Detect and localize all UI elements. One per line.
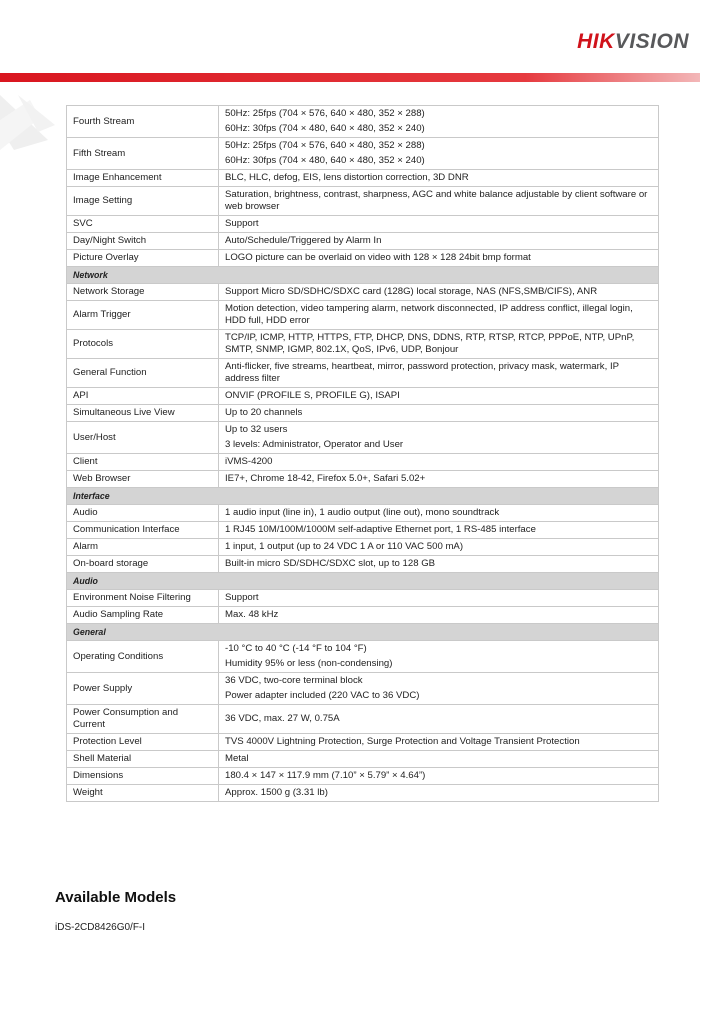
header-red-band: [0, 73, 700, 82]
spec-value-line: ONVIF (PROFILE S, PROFILE G), ISAPI: [225, 390, 400, 401]
spec-label: Environment Noise Filtering: [67, 590, 219, 607]
spec-label: Audio Sampling Rate: [67, 607, 219, 624]
spec-value: [219, 359, 659, 388]
spec-row: [67, 330, 659, 359]
spec-value-line: Metal: [225, 753, 249, 764]
spec-label: Image Setting: [67, 187, 219, 216]
spec-value: [219, 187, 659, 216]
spec-value-line: 60Hz: 30fps (704 × 480, 640 × 480, 352 × 240): [225, 123, 425, 134]
spec-value-line: iVMS-4200: [225, 456, 273, 467]
spec-label: Alarm Trigger: [67, 301, 219, 330]
section-title: Audio: [67, 573, 659, 590]
spec-label: User/Host: [67, 422, 219, 454]
spec-value: [219, 768, 659, 785]
spec-value-line: 60Hz: 30fps (704 × 480, 640 × 480, 352 × 240): [225, 155, 425, 166]
spec-row: [67, 388, 659, 405]
spec-value: [219, 301, 659, 330]
spec-value: [219, 454, 659, 471]
spec-row: [67, 250, 659, 267]
spec-value-line: 50Hz: 25fps (704 × 576, 640 × 480, 352 × 288): [225, 108, 425, 119]
spec-row: [67, 590, 659, 607]
spec-value-line: Built-in micro SD/SDHC/SDXC slot, up to 128 GB: [225, 558, 436, 569]
spec-value: [219, 590, 659, 607]
spec-value-line: Max. 48 kHz: [225, 609, 279, 620]
spec-label: Image Enhancement: [67, 170, 219, 187]
spec-row: [67, 673, 659, 705]
spec-value-line: 36 VDC, max. 27 W, 0.75A: [225, 713, 340, 724]
spec-value: [219, 505, 659, 522]
spec-row: [67, 106, 659, 138]
spec-value-line: Support Micro SD/SDHC/SDXC card (128G) local storage, NAS (NFS,SMB/CIFS), ANR: [225, 286, 598, 297]
spec-row: [67, 734, 659, 751]
spec-value: [219, 556, 659, 573]
spec-value: [219, 216, 659, 233]
spec-row: [67, 785, 659, 802]
spec-value: [219, 471, 659, 488]
hikvision-logo: HIKVISION: [577, 30, 689, 53]
spec-value: [219, 785, 659, 802]
spec-value-line: Support: [225, 218, 259, 229]
spec-row: [67, 187, 659, 216]
spec-value: [219, 388, 659, 405]
spec-row: [67, 301, 659, 330]
spec-row: [67, 216, 659, 233]
section-header-interface: [67, 488, 659, 505]
section-title: Network: [67, 267, 659, 284]
spec-label: Web Browser: [67, 471, 219, 488]
spec-row: [67, 556, 659, 573]
spec-label: General Function: [67, 359, 219, 388]
spec-value-line: Anti-flicker, five streams, heartbeat, mirror, password protection, privacy mask, watermark, IP address filter: [225, 361, 619, 384]
spec-value-line: LOGO picture can be overlaid on video with 128 × 128 24bit bmp format: [225, 252, 531, 263]
spec-value: [219, 673, 659, 705]
section-title: General: [67, 624, 659, 641]
spec-row: [67, 405, 659, 422]
spec-value: [219, 539, 659, 556]
spec-value-line: IE7+, Chrome 18-42, Firefox 5.0+, Safari 5.02+: [225, 473, 426, 484]
spec-value-line: Auto/Schedule/Triggered by Alarm In: [225, 235, 382, 246]
spec-label: API: [67, 388, 219, 405]
spec-label: Fifth Stream: [67, 138, 219, 170]
spec-row: [67, 641, 659, 673]
spec-value-line: TVS 4000V Lightning Protection, Surge Protection and Voltage Transient Protection: [225, 736, 580, 747]
spec-value-line: -10 °C to 40 °C (-14 °F to 104 °F): [225, 643, 367, 654]
section-header-network: [67, 267, 659, 284]
spec-value-line: 1 audio input (line in), 1 audio output (line out), mono soundtrack: [225, 507, 500, 518]
spec-value: [219, 705, 659, 734]
spec-value: [219, 330, 659, 359]
spec-table: [66, 105, 659, 802]
available-models-heading: Available Models: [55, 889, 177, 906]
spec-label: Communication Interface: [67, 522, 219, 539]
spec-row: [67, 454, 659, 471]
spec-row: [67, 522, 659, 539]
spec-row: [67, 705, 659, 734]
spec-value: [219, 751, 659, 768]
spec-value-line: Support: [225, 592, 259, 603]
spec-row: [67, 505, 659, 522]
spec-row: [67, 284, 659, 301]
spec-value: [219, 106, 659, 138]
spec-value: [219, 422, 659, 454]
spec-value-line: Power adapter included (220 VAC to 36 VDC): [225, 690, 420, 701]
spec-label: Picture Overlay: [67, 250, 219, 267]
spec-value: [219, 734, 659, 751]
spec-value-line: 1 RJ45 10M/100M/1000M self-adaptive Ethernet port, 1 RS-485 interface: [225, 524, 536, 535]
spec-value-line: Motion detection, video tampering alarm, network disconnected, IP address conflict, illegal login, HDD full, HDD error: [225, 303, 633, 326]
spec-value-line: 1 input, 1 output (up to 24 VDC 1 A or 110 VAC 500 mA): [225, 541, 464, 552]
spec-value-line: BLC, HLC, defog, EIS, lens distortion correction, 3D DNR: [225, 172, 469, 183]
spec-value-line: Up to 32 users: [225, 424, 288, 435]
spec-label: Fourth Stream: [67, 106, 219, 138]
spec-value-line: Approx. 1500 g (3.31 lb): [225, 787, 328, 798]
section-header-general: [67, 624, 659, 641]
spec-value: [219, 607, 659, 624]
spec-label: Alarm: [67, 539, 219, 556]
spec-label: Audio: [67, 505, 219, 522]
spec-label: Weight: [67, 785, 219, 802]
spec-value-line: 180.4 × 147 × 117.9 mm (7.10” × 5.79” × 4.64”): [225, 770, 426, 781]
spec-value-line: Humidity 95% or less (non-condensing): [225, 658, 393, 669]
spec-row: [67, 768, 659, 785]
section-title: Interface: [67, 488, 659, 505]
spec-row: [67, 359, 659, 388]
spec-value-line: Up to 20 channels: [225, 407, 303, 418]
spec-label: Protocols: [67, 330, 219, 359]
spec-value-line: 3 levels: Administrator, Operator and User: [225, 439, 404, 450]
model-number: iDS-2CD8426G0/F-I: [55, 922, 146, 933]
spec-value: [219, 405, 659, 422]
spec-value-line: 50Hz: 25fps (704 × 576, 640 × 480, 352 × 288): [225, 140, 425, 151]
spec-label: Power Supply: [67, 673, 219, 705]
spec-row: [67, 539, 659, 556]
spec-label: Power Consumption and Current: [67, 705, 219, 734]
spec-row: [67, 138, 659, 170]
section-header-audio: [67, 573, 659, 590]
spec-row: [67, 751, 659, 768]
spec-row: [67, 170, 659, 187]
spec-label: Client: [67, 454, 219, 471]
spec-label: Operating Conditions: [67, 641, 219, 673]
spec-label: Protection Level: [67, 734, 219, 751]
spec-label: Simultaneous Live View: [67, 405, 219, 422]
spec-value-line: Saturation, brightness, contrast, sharpness, AGC and white balance adjustable by client software or web browser: [225, 189, 648, 212]
spec-value: [219, 170, 659, 187]
spec-row: [67, 422, 659, 454]
spec-label: SVC: [67, 216, 219, 233]
spec-value-line: 36 VDC, two-core terminal block: [225, 675, 363, 686]
spec-value: [219, 284, 659, 301]
spec-label: Network Storage: [67, 284, 219, 301]
spec-label: Shell Material: [67, 751, 219, 768]
spec-value: [219, 138, 659, 170]
spec-value-line: TCP/IP, ICMP, HTTP, HTTPS, FTP, DHCP, DNS, DDNS, RTP, RTSP, RTCP, PPPoE, NTP, UPnP, SMTP, SNMP, IGMP, 802.1X, QoS, IPv6, UDP, Bonjour: [225, 332, 635, 355]
spec-label: Day/Night Switch: [67, 233, 219, 250]
spec-row: [67, 471, 659, 488]
spec-label: On-board storage: [67, 556, 219, 573]
spec-value: [219, 233, 659, 250]
spec-value: [219, 641, 659, 673]
spec-label: Dimensions: [67, 768, 219, 785]
spec-row: [67, 233, 659, 250]
spec-value: [219, 522, 659, 539]
spec-row: [67, 607, 659, 624]
spec-value: [219, 250, 659, 267]
